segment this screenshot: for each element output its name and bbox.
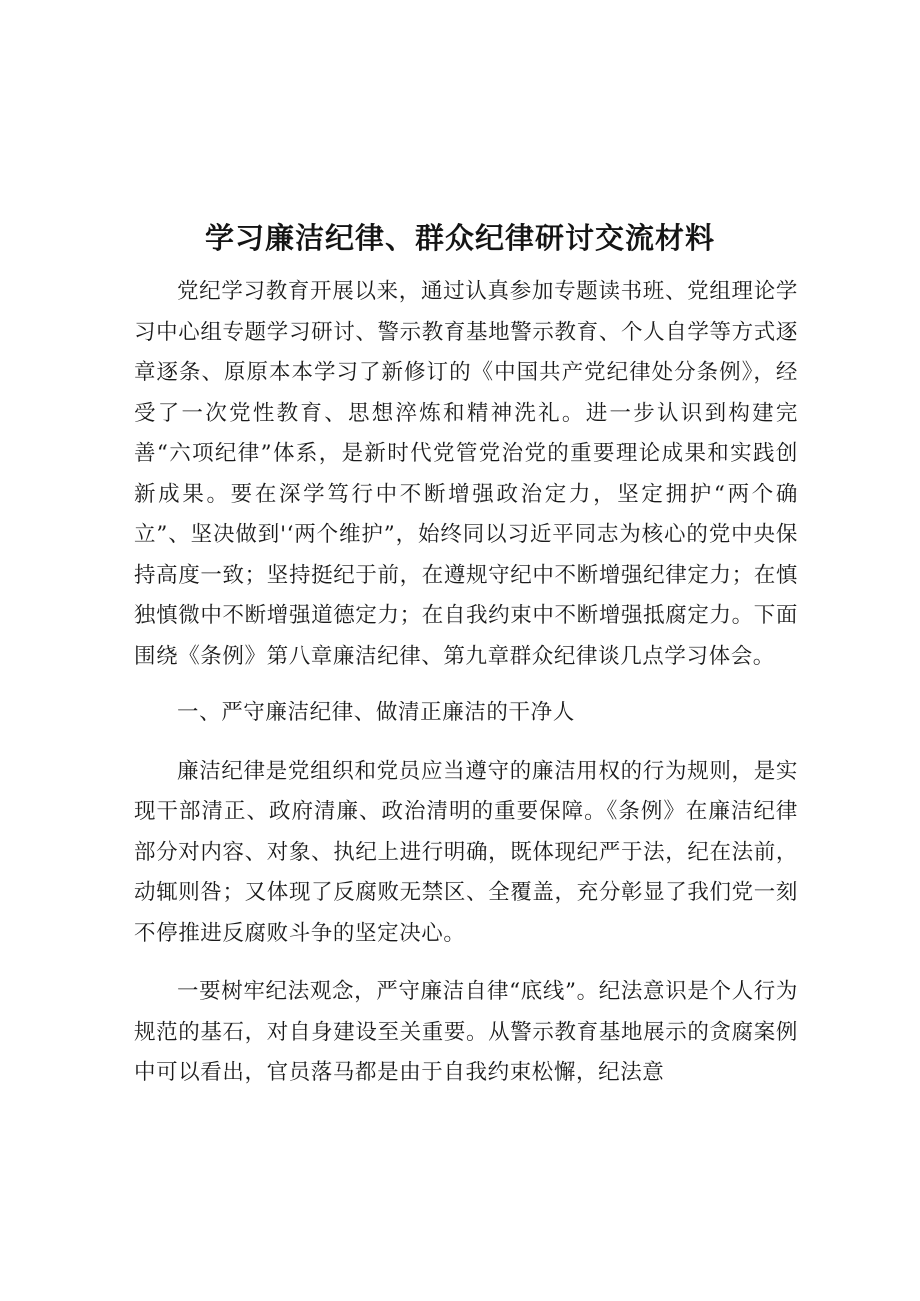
section-heading: 一、严守廉洁纪律、做清正廉洁的干净人 [177,700,575,725]
document-title: 学习廉洁纪律、群众纪律研讨交流材料 [204,221,715,255]
intro-paragraph: 党纪学习教育开展以来，通过认真参加专题读书班、党组理论学习中心组专题学习研讨、警示教育基地警示教育、个人自学等方式逐章逐条、原原本本学习了新修订的《中国共产党纪律处分条例》，经受了一次党性教育、思想淬炼和精神洗礼。进一步认识到构建完善“六项纪律”体系，是新时代党管党治党的重要理论成果和实践创新成果。要在深学笃行中不断增强政治定力，坚定拥护“两个确立”、坚决做到'‘两个维护”，始终同以习近平同志为核心的党中央保持高度一致；坚持挺纪于前，在遵规守纪中不断增强纪律定力；在慎独慎微中不断增强道德定力；在自我约束中不断增强抵腐定力。下面围绕《条例》第八章廉洁纪律、第九章群众纪律谈几点学习体会。 [134,279,798,669]
document-body [134,272,798,1094]
point-paragraph: 一要树牢纪法观念，严守廉洁自律“底线”。纪法意识是个人行为规范的基石，对自身建设至关重要。从警示教育基地展示的贪腐案例中可以看出，官员落马都是由于自我约束松懈，纪法意 [134,979,798,1085]
section-paragraph: 廉洁纪律是党组织和党员应当遵守的廉洁用权的行为规则，是实现干部清正、政府清廉、政治清明的重要保障。《条例》在廉洁纪律部分对内容、对象、执纪上进行明确，既体现纪严于法，纪在法前，动辄则咎；又体现了反腐败无禁区、全覆盖，充分彰显了我们党一刻不停推进反腐败斗争的坚定决心。 [134,758,798,946]
